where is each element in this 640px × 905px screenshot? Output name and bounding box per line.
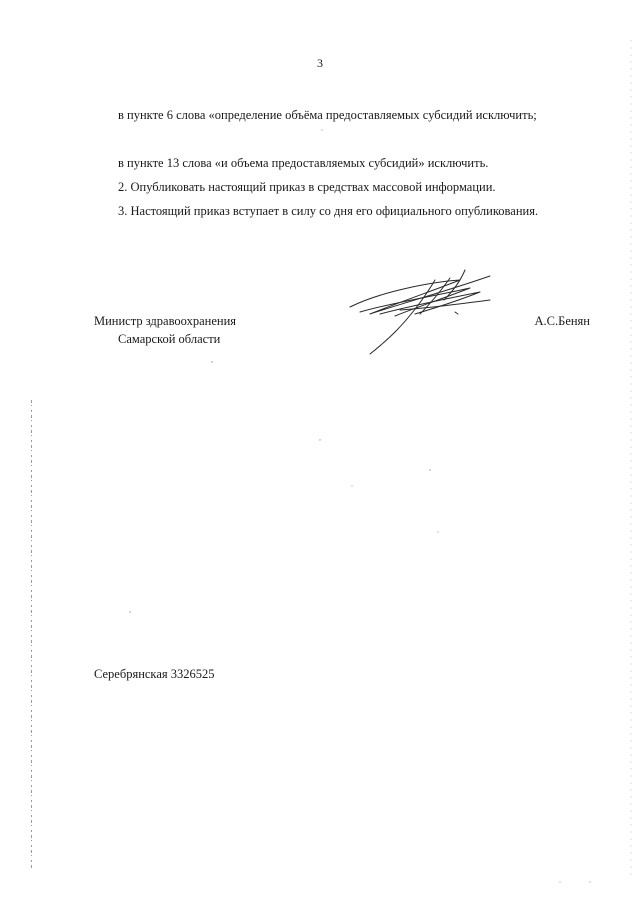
paragraph-1-text: в пункте 6 слова «определение объёма предоставляемых субсидий исключить; bbox=[118, 108, 537, 122]
paragraph-2-text: в пункте 13 слова «и объема предоставляемых субсидий» исключить. bbox=[118, 156, 489, 170]
contact-line: Серебрянская 3326525 bbox=[94, 667, 215, 681]
signatory-region: Самарской области bbox=[118, 332, 221, 346]
page-number: 3 bbox=[317, 56, 323, 70]
paragraph-4-text: 3. Настоящий приказ вступает в силу со дня его официального опубликования. bbox=[118, 204, 539, 218]
signatory-title: Министр здравоохранения bbox=[94, 314, 237, 328]
signatory-name: А.С.Бенян bbox=[534, 314, 590, 328]
paragraph-3-text: 2. Опубликовать настоящий приказ в средствах массовой информации. bbox=[118, 180, 496, 194]
